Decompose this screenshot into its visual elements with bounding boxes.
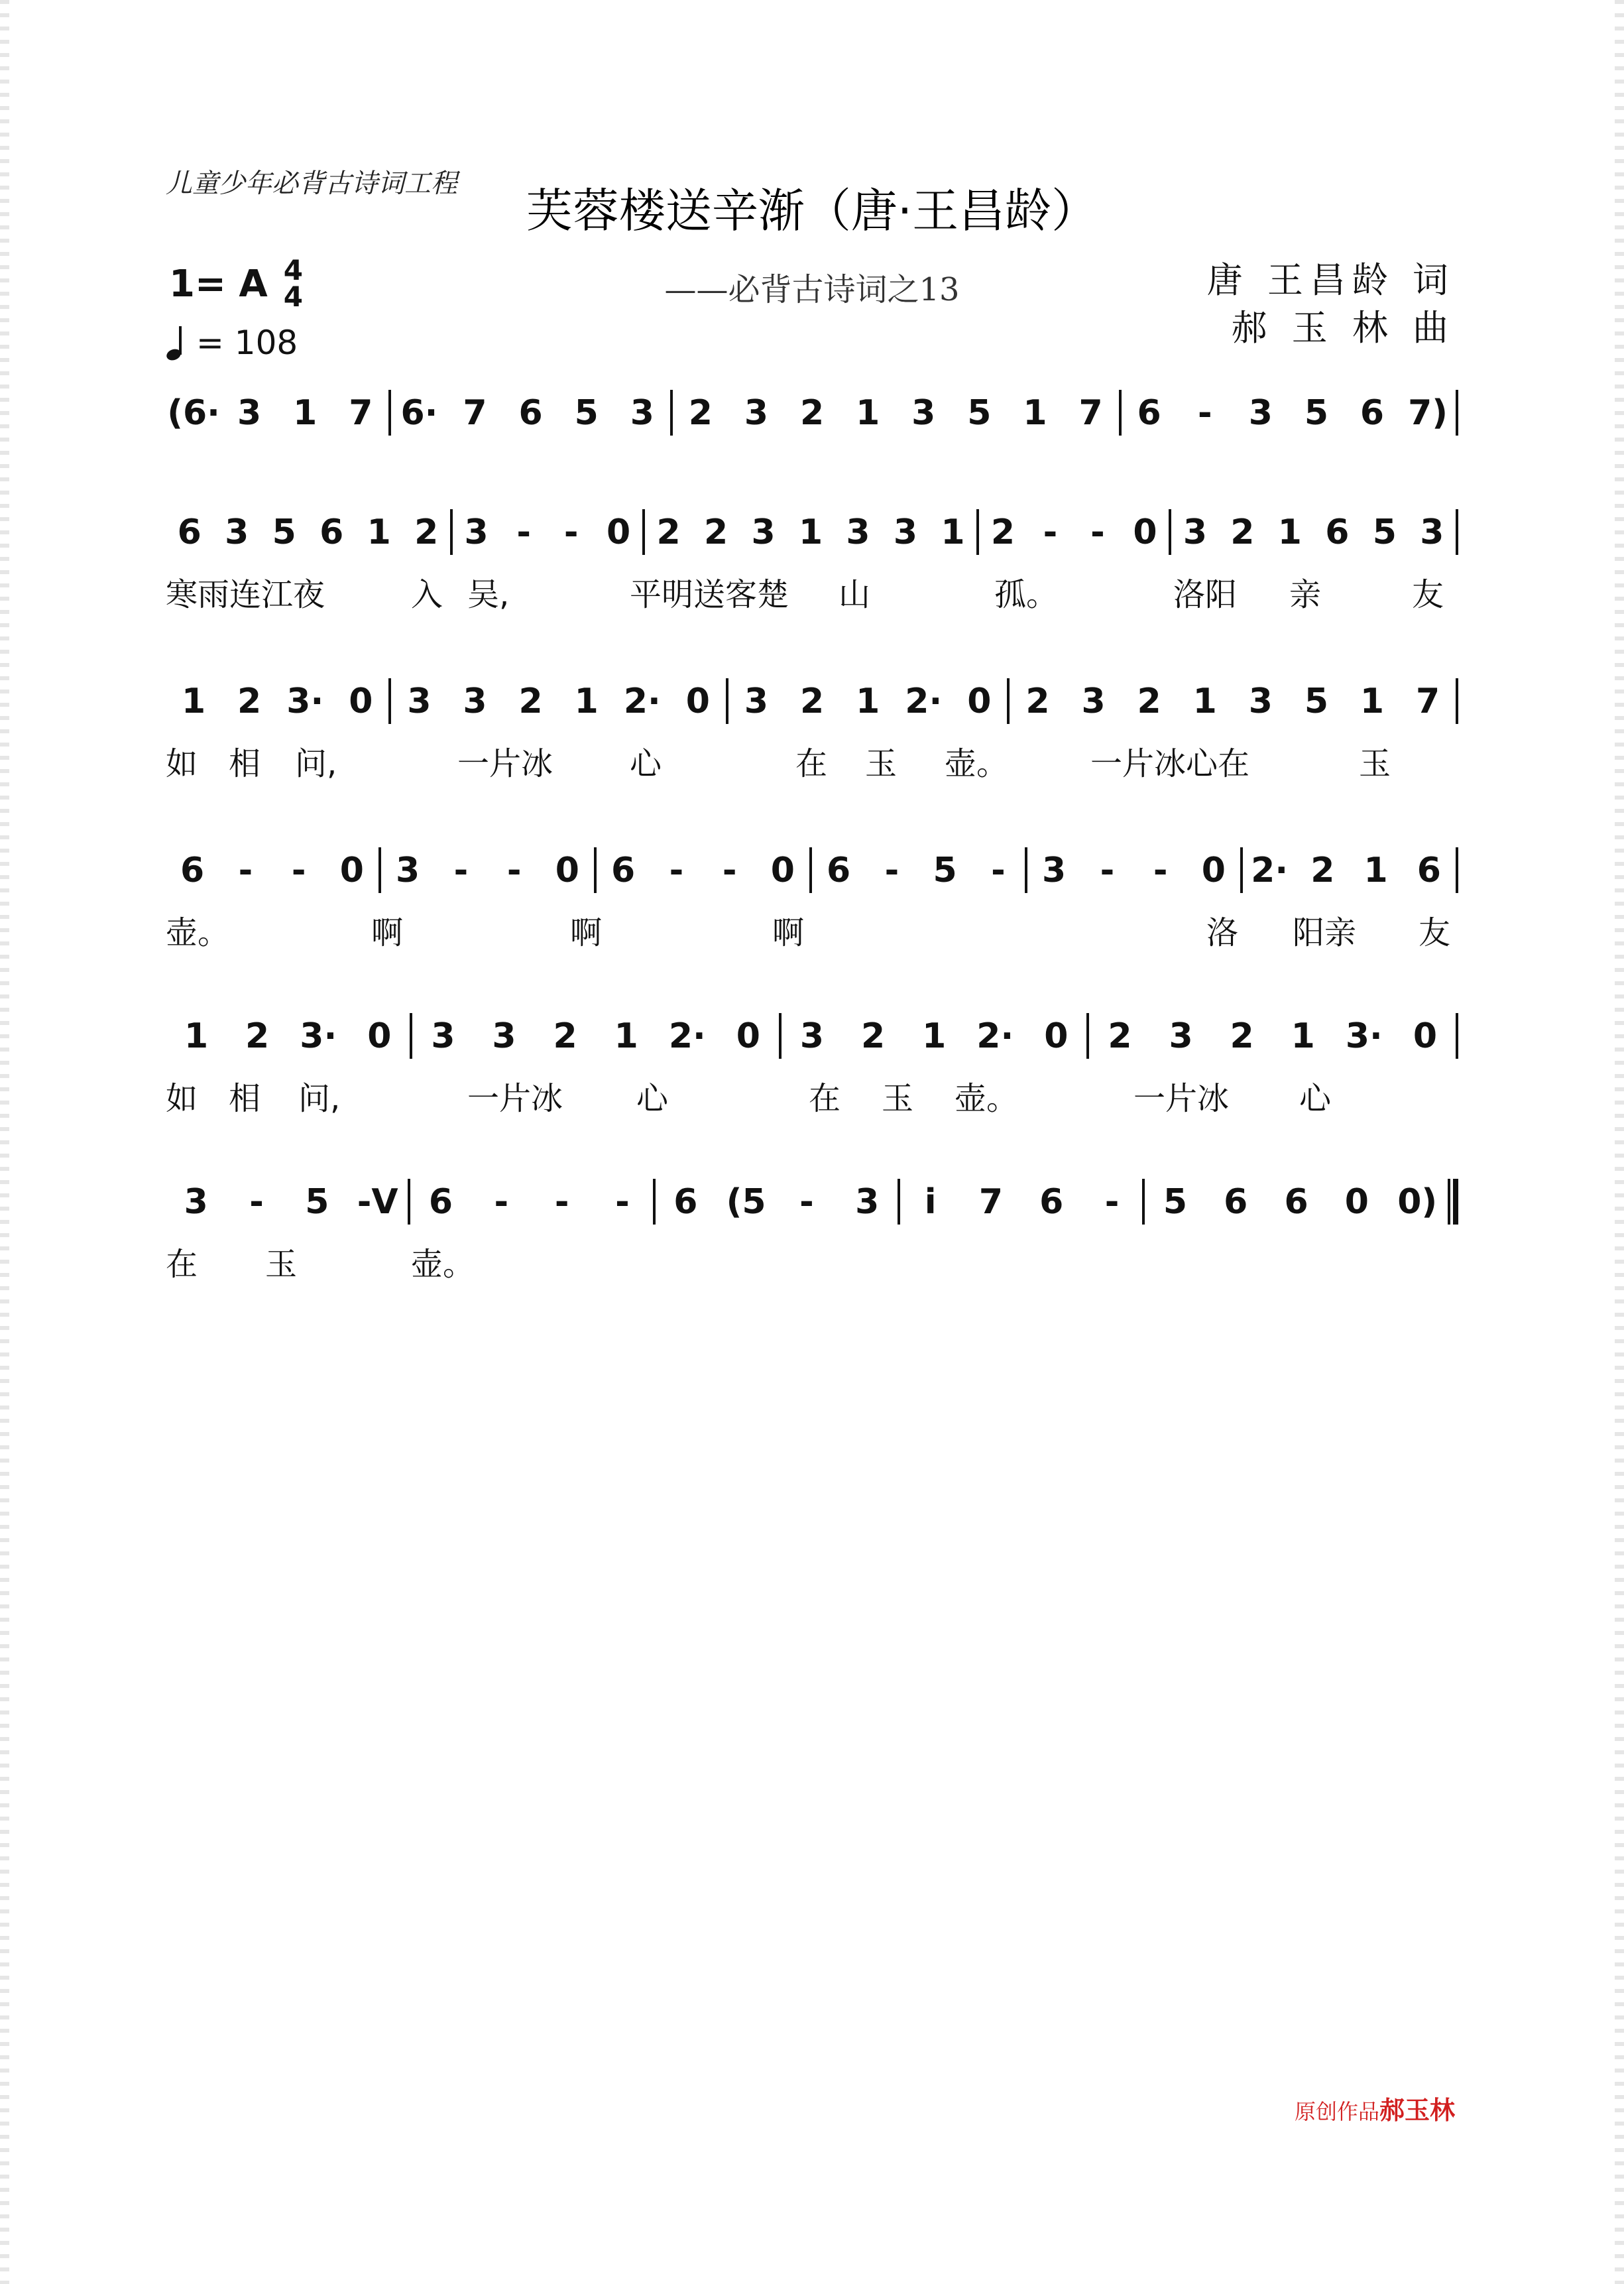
lyric-syllable: 壶。 — [945, 745, 1009, 782]
lyric-syllable: 问, — [295, 745, 337, 782]
note: 3 — [846, 512, 870, 552]
note: 2 — [860, 1016, 886, 1056]
lyric-syllable: 玉 — [265, 1246, 298, 1283]
composer-credit: 郝 玉 林 曲 — [1231, 307, 1455, 349]
note: - — [884, 850, 899, 890]
note: 6 — [673, 1181, 698, 1222]
note: 0 — [1344, 1181, 1369, 1222]
note: 6 — [1284, 1181, 1308, 1222]
lyric-syllable: 吴, — [467, 576, 510, 613]
note: 2 — [1108, 1016, 1132, 1056]
note: 3· — [286, 681, 324, 721]
lyric-syllable: 在 — [809, 1080, 841, 1117]
time-bottom: 4 — [283, 280, 303, 313]
note: 3 — [407, 681, 432, 721]
note: 0 — [1413, 1016, 1438, 1056]
note: 1 — [1291, 1016, 1315, 1056]
note: 1 — [614, 1016, 638, 1056]
note: 1 — [293, 392, 318, 433]
note: 2· — [905, 681, 943, 721]
note: 3 — [799, 1016, 825, 1056]
note: - — [1104, 1181, 1120, 1222]
bar-line — [1456, 1013, 1458, 1059]
note: 0 — [967, 681, 992, 721]
note: 3 — [184, 1181, 208, 1222]
note: 5 — [574, 392, 599, 433]
note: (6· — [167, 392, 220, 433]
note: 2 — [799, 392, 825, 433]
note: -ᐯ — [357, 1181, 398, 1222]
note: 3 — [463, 681, 487, 721]
note: i — [924, 1181, 937, 1222]
lyrics-line — [166, 1073, 1458, 1117]
score-row — [166, 673, 1458, 782]
note: 3 — [1081, 681, 1106, 721]
note: 2· — [668, 1016, 706, 1056]
score-row — [166, 385, 1458, 484]
note: 2 — [237, 681, 262, 721]
lyricist-credit: 唐 王昌龄 词 — [1206, 259, 1455, 301]
note: 6 — [428, 1181, 453, 1222]
lyric-syllable: 壶。 — [955, 1080, 1019, 1117]
notation-line — [166, 504, 1458, 560]
score-row — [166, 1008, 1458, 1117]
author-signature — [1295, 2090, 1455, 2126]
note: 7 — [978, 1181, 1004, 1222]
bar-line — [1456, 678, 1458, 724]
note: 3 — [855, 1181, 880, 1222]
lyric-syllable: 平明送客楚 — [630, 576, 789, 613]
lyric-syllable: 心 — [630, 745, 662, 782]
note: 2 — [1137, 681, 1161, 721]
note: 3 — [911, 392, 936, 433]
score-row — [166, 1173, 1458, 1283]
note: 0 — [349, 681, 373, 721]
note: 2 — [245, 1016, 270, 1056]
note: 3 — [630, 392, 654, 433]
note: 3· — [300, 1016, 337, 1056]
note: - — [1153, 850, 1168, 890]
note: 6 — [180, 850, 205, 890]
note: - — [291, 850, 306, 890]
note: 3 — [744, 681, 769, 721]
note: 0 — [1133, 512, 1157, 552]
note: 3 — [1420, 512, 1444, 552]
lyric-syllable: 山 — [839, 576, 871, 613]
note: 0 — [1201, 850, 1226, 890]
note: 3 — [744, 392, 769, 433]
note: - — [506, 850, 522, 890]
note: 1 — [184, 1016, 209, 1056]
final-bar-line — [1448, 1179, 1458, 1225]
note: 2 — [553, 1016, 577, 1056]
lyric-syllable: 一片冰 — [467, 1080, 563, 1117]
note: 1 — [1363, 850, 1388, 890]
note: 6 — [177, 512, 202, 552]
note: 1 — [856, 681, 880, 721]
note: 6 — [1224, 1181, 1248, 1222]
note: 3 — [1169, 1016, 1193, 1056]
note: - — [1090, 512, 1105, 552]
note: - — [722, 850, 737, 890]
note: 3 — [225, 512, 249, 552]
lyric-syllable: 啊 — [772, 914, 805, 951]
lyric-syllable: 一片冰 — [457, 745, 553, 782]
note: 1 — [856, 392, 880, 433]
note: - — [615, 1181, 630, 1222]
song-subtitle: ——必背古诗词之13 — [664, 271, 960, 308]
note: 2· — [623, 681, 661, 721]
note: 7 — [463, 392, 487, 433]
lyrics-line — [166, 738, 1458, 782]
time-signature — [283, 254, 303, 313]
lyric-syllable: 玉 — [865, 745, 898, 782]
note: 3 — [1248, 681, 1273, 721]
time-top: 4 — [283, 254, 303, 286]
bar-line — [1456, 847, 1458, 893]
note: 0 — [736, 1016, 760, 1056]
note: 3 — [492, 1016, 516, 1056]
note: - — [799, 1181, 814, 1222]
note: 2 — [703, 512, 728, 552]
note: 6 — [1137, 392, 1161, 433]
key-label: 1= A — [169, 262, 268, 306]
note: - — [563, 512, 579, 552]
note: 0 — [685, 681, 710, 721]
note: 2 — [1025, 681, 1050, 721]
note: 3 — [1183, 512, 1207, 552]
lyric-syllable: 啊 — [371, 914, 404, 951]
note: 0 — [1044, 1016, 1069, 1056]
note: 7 — [1416, 681, 1440, 721]
note: 5 — [933, 850, 957, 890]
note: 1 — [1023, 392, 1047, 433]
note: 0 — [367, 1016, 392, 1056]
note: 2 — [414, 512, 439, 552]
lyrics-line — [166, 1238, 1458, 1283]
notation-line — [166, 1008, 1458, 1064]
note: 3· — [1345, 1016, 1383, 1056]
note: 3 — [1042, 850, 1067, 890]
note: 1 — [1277, 512, 1302, 552]
note: 6 — [1360, 392, 1385, 433]
note: 3 — [237, 392, 262, 433]
note: 1 — [1360, 681, 1385, 721]
footer-label: 原创作品 — [1294, 2099, 1379, 2124]
bar-line — [1456, 509, 1458, 555]
note: 5 — [1372, 512, 1397, 552]
note: 1 — [1192, 681, 1217, 721]
note: 6 — [319, 512, 344, 552]
note: 0 — [770, 850, 795, 890]
lyric-syllable: 孤。 — [994, 576, 1059, 613]
note: 2 — [990, 512, 1015, 552]
notation-line — [166, 385, 1458, 441]
lyric-syllable: 洛阳 — [1173, 576, 1238, 613]
left-border-decoration — [0, 0, 9, 2284]
lyrics-line — [166, 907, 1458, 951]
note: 2 — [799, 681, 825, 721]
note: 0 — [555, 850, 579, 890]
note: 3 — [396, 850, 420, 890]
lyric-syllable: 友 — [1419, 914, 1451, 951]
note: - — [238, 850, 253, 890]
lyric-syllable: 如 — [166, 745, 198, 782]
lyrics-line — [166, 569, 1458, 613]
note: 2 — [1310, 850, 1335, 890]
note: 2 — [656, 512, 681, 552]
notation-line — [166, 1173, 1458, 1230]
note: - — [516, 512, 531, 552]
notation-line — [166, 673, 1458, 729]
note: 3 — [431, 1016, 455, 1056]
notation-line — [166, 842, 1458, 898]
lyric-syllable: 壶。 — [411, 1246, 475, 1283]
note: 6 — [1325, 512, 1350, 552]
note: 0 — [339, 850, 364, 890]
note: 5 — [967, 392, 992, 433]
tempo-value: = 108 — [196, 324, 298, 362]
lyric-syllable: 玉 — [882, 1080, 914, 1117]
quarter-note-icon — [166, 324, 188, 362]
lyric-syllable: 啊 — [570, 914, 603, 951]
key-signature — [169, 254, 303, 313]
note: 6 — [611, 850, 636, 890]
lyric-syllable: 在 — [795, 745, 828, 782]
note: 5 — [1163, 1181, 1187, 1222]
lyric-syllable: 在 — [166, 1246, 198, 1283]
footer-author: 郝玉林 — [1379, 2096, 1455, 2125]
note: - — [453, 850, 469, 890]
note: 2 — [688, 392, 713, 433]
lyric-syllable: 寒雨连江夜 — [166, 576, 325, 613]
note: - — [249, 1181, 264, 1222]
note: - — [1197, 392, 1212, 433]
note: 2· — [1251, 850, 1289, 890]
note: 6 — [518, 392, 543, 433]
note: 1 — [181, 681, 206, 721]
lyric-syllable: 一片冰 — [1133, 1080, 1230, 1117]
note: 1 — [922, 1016, 947, 1056]
note: - — [991, 850, 1006, 890]
note: 7 — [349, 392, 373, 433]
note: 5 — [1304, 681, 1329, 721]
note: 2 — [1230, 1016, 1254, 1056]
lyric-syllable: 如 — [166, 1080, 198, 1117]
note: 2 — [1230, 512, 1255, 552]
note: 0 — [607, 512, 631, 552]
note: 3 — [893, 512, 918, 552]
lyric-syllable: 问, — [298, 1080, 341, 1117]
tempo-marking — [166, 324, 298, 362]
note: 1 — [798, 512, 823, 552]
note: 6 — [1417, 850, 1441, 890]
lyric-syllable: 心 — [1299, 1080, 1332, 1117]
score-row — [166, 504, 1458, 613]
note: 5 — [272, 512, 296, 552]
note: 7) — [1408, 392, 1448, 433]
note: 0) — [1397, 1181, 1438, 1222]
right-border-decoration — [1615, 0, 1624, 2284]
lyric-syllable: 心 — [636, 1080, 669, 1117]
note: 7 — [1078, 392, 1103, 433]
lyric-syllable: 玉 — [1359, 745, 1391, 782]
note: 2 — [518, 681, 543, 721]
note: 1 — [367, 512, 391, 552]
score-row — [166, 842, 1458, 951]
note: - — [494, 1181, 509, 1222]
note: (5 — [726, 1181, 766, 1222]
lyrics-line — [166, 450, 1458, 489]
lyric-syllable: 相 — [229, 745, 261, 782]
note: - — [669, 850, 684, 890]
note: 5 — [1304, 392, 1329, 433]
note: - — [554, 1181, 569, 1222]
note: 6· — [400, 392, 438, 433]
lyric-syllable: 友 — [1412, 576, 1444, 613]
lyric-syllable: 入 — [411, 576, 443, 613]
lyric-syllable: 壶。 — [166, 914, 230, 951]
bar-line — [1456, 390, 1458, 436]
lyric-syllable: 阳亲 — [1293, 914, 1357, 951]
note: - — [1100, 850, 1115, 890]
note: 5 — [305, 1181, 329, 1222]
lyric-syllable: 亲 — [1289, 576, 1322, 613]
note: 3 — [1248, 392, 1273, 433]
note: 3 — [751, 512, 776, 552]
note: 2· — [976, 1016, 1014, 1056]
note: - — [1043, 512, 1058, 552]
lyric-syllable: 一片冰心在 — [1090, 745, 1250, 782]
note: 6 — [1039, 1181, 1064, 1222]
note: 1 — [941, 512, 965, 552]
song-title: 芙蓉楼送辛渐（唐·王昌龄） — [526, 184, 1098, 238]
note: 1 — [574, 681, 599, 721]
lyric-syllable: 洛 — [1206, 914, 1239, 951]
note: 3 — [464, 512, 489, 552]
lyric-syllable: 相 — [229, 1080, 261, 1117]
note: 6 — [827, 850, 851, 890]
series-title: 儿童少年必背古诗词工程 — [166, 168, 457, 199]
